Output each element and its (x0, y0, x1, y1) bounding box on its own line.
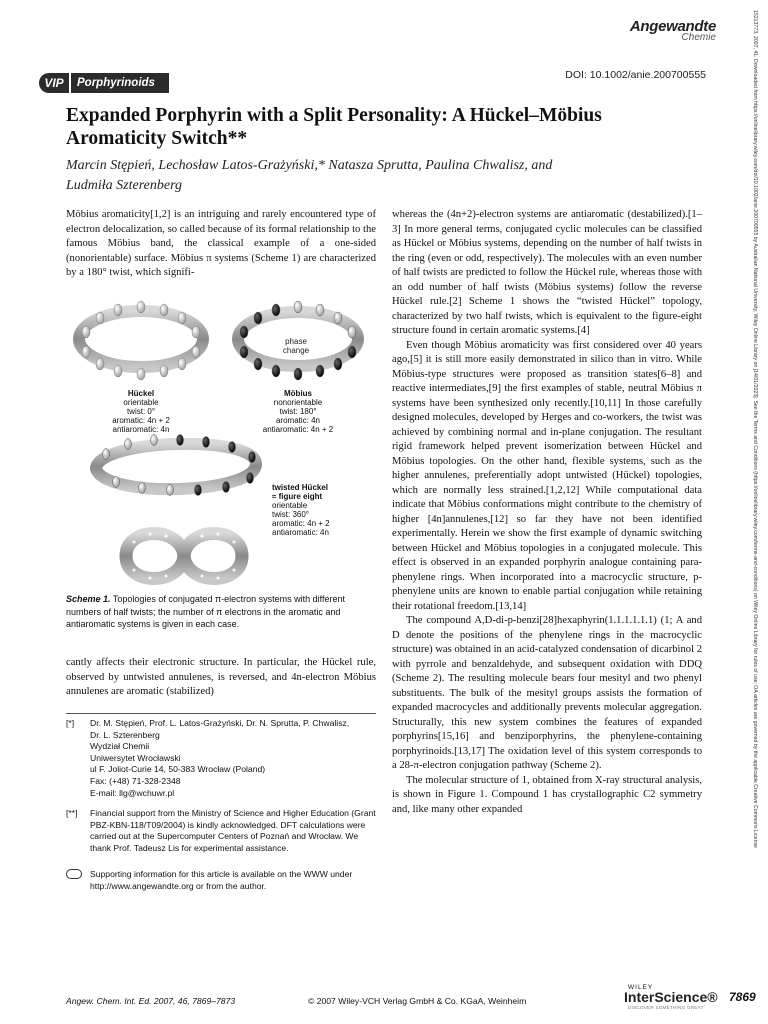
footnote-rule (66, 713, 376, 714)
vip-badge: VIP (39, 73, 69, 93)
right-paragraph-4: The molecular structure of 1, obtained from X-ray structural analysis, is shown in Figure 1. Compound 1 has crystallographic C2 symmetry and, like many other expanded (392, 774, 702, 815)
caption-label: Scheme 1. (66, 594, 111, 604)
wiley-interscience-logo: WILEY InterScience® DISCOVER SOMETHING GREAT (624, 984, 718, 1010)
section-label: Porphyrinoids (71, 73, 169, 93)
scheme-1-caption: Scheme 1. Topologies of conjugated π-electron systems with different numbers of half twists; the number of π electrons in the aromatic and antiaromatic systems is given in each case. (66, 594, 346, 629)
huckel-name: Hückel (127, 389, 155, 398)
mobius-antiaromatic: antiaromatic: 4n + 2 (262, 425, 334, 434)
figure-eight-ring (126, 533, 242, 580)
section-banner (39, 73, 169, 93)
journal-subname: Chemie (681, 32, 716, 43)
twisted-figure-eight: ≈ figure eight (272, 492, 323, 501)
left-continued-paragraph: cantly affects their electronic structure. In particular, the Hückel rule, observed by untwisted annulenes, is reversed, and 4n-electron Möbius annulenes are aromatic (stabilized) (66, 657, 376, 697)
supporting-info-icon (66, 869, 82, 879)
page-number: 7869 (729, 990, 756, 1004)
author-email[interactable]: E-mail: llg@wchuwr.pl (90, 787, 175, 798)
footnote-supporting-info: Supporting information for this article is available on the WWW under http://www.angewandte.org or from the author. (66, 869, 382, 895)
change-label: change (282, 346, 310, 355)
mobius-twist: twist: 180° (279, 407, 317, 416)
twisted-antiaromatic: antiaromatic: 4n (272, 528, 329, 537)
mobius-name: Möbius (284, 389, 312, 398)
twisted-twist: twist: 360° (272, 510, 309, 519)
huckel-ring (79, 301, 203, 380)
download-sidebar: 15213773, 2007, 41, Downloaded from https://onlinelibrary.wiley.com/doi/10.1002/anie.200700555 by Australian National University, Wiley Online Library on [14/01/2023]. See the Terms and Conditions (https://onlinelibrary.wiley.com/terms-and-conditions) on Wiley Online Library for rules of use; OA articles are governed by the applicable Creative Commons License (752, 10, 758, 848)
right-paragraph-1: whereas the (4n+2)-electron systems are antiaromatic (destabilized).[1–3] In more general terms, conjugated cyclic molecules can be classified as Hückel or Möbius systems, depending on the number of half twists in the ring (even or odd, respectively). The molecules with an even number of half twists are predicted to follow the Hückel rule, whereas those with an odd number of half twists (Möbius systems) follow the reverse Hückel rule.[2] Scheme 1 shows the “twisted Hückel” topology, characterized by two half twists, which is equivalent to the figure-eight structure found in certain aromatic systems.[4] (392, 209, 702, 336)
footnote-funding: [**] Financial support from the Ministry of Science and Higher Education (Grant PBZ-KBN-118/T09/2004) is kindly acknowledged. DFT calculations were carried out at the Supercomputer Centers of Poznań and Wrocław. We thank Prof. Tadeusz Lis for experimental assistance. (66, 808, 376, 853)
huckel-twist: twist: 0° (126, 407, 156, 416)
right-paragraph-3: The compound A,D-di-p-benzi[28]hexaphyrin(1.1.1.1.1.1) (1; A and D denote the positions of the phenylene rings in the macrocyclic structure) was obtained in an acid-catalyzed condensation of dicarbinol 2 with pyrrole and benzaldehyde, and subsequent oxidation with DDQ (Scheme 2). The resulting molecule bears four mesityl and two phenyl substituents. The bulk of the mesityl groups assists the formation of expanded macrocycles and additionally prevents molecular aggregation. Structurally, this new system combines the features of expanded porphyrins[15,16] and benziporphyrins, the phenylene-containing porphyrinoids.[13,17] The oxidation level of this system corresponds to a 28-π-electron conjugation pathway (Scheme 2). (392, 615, 702, 771)
huckel-aromatic: aromatic: 4n + 2 (112, 416, 170, 425)
author-list: Marcin Stępień, Lechosław Latos-Grażyński,* Natasza Sprutta, Paulina Chwalisz, and Ludmiła Szterenberg (66, 158, 553, 193)
huckel-antiaromatic: antiaromatic: 4n (112, 425, 170, 434)
twisted-aromatic: aromatic: 4n + 2 (272, 519, 330, 528)
article-title: Expanded Porphyrin with a Split Personality: A Hückel–Möbius Aromaticity Switch** (66, 105, 602, 149)
journal-name: Angewandte (629, 18, 716, 35)
journal-logo (630, 18, 716, 43)
doi[interactable]: DOI: 10.1002/anie.200700555 (565, 69, 706, 81)
copyright-footer: © 2007 Wiley-VCH Verlag GmbH & Co. KGaA, Weinheim (308, 996, 527, 1006)
topology-diagram (66, 294, 376, 589)
footnote-affiliation: [*] Dr. M. Stępień, Prof. L. Latos-Grażyński, Dr. N. Sprutta, P. Chwalisz, Dr. L. Szterenberg Wydział Chemii Uniwersytet Wrocławski ul F. Joliot-Curie 14, 50-383 Wrocław (Poland) Fax: (+48) 71-328-2348 E-mail: llg@wchuwr.pl (66, 718, 382, 804)
citation-footer: Angew. Chem. Int. Ed. 2007, 46, 7869–7873 (66, 996, 236, 1006)
huckel-orientable: orientable (123, 398, 159, 407)
mobius-nonorientable: nonorientable (273, 398, 323, 407)
scheme-1-figure (66, 294, 376, 589)
twisted-orientable: orientable (272, 501, 308, 510)
left-intro-paragraph: Möbius aromaticity[1,2] is an intriguing and rarely encountered type of electron delocalization, so called because of its formal relationship to the famous Möbius band, the classical example of a one-sided (nonorientable) surface. Möbius π systems (Scheme 1) are characterized by a 180° twist, which signifi- (66, 209, 376, 278)
phase-label: phase (285, 337, 307, 346)
right-column (392, 208, 702, 817)
mobius-aromatic: aromatic: 4n (275, 416, 321, 425)
right-paragraph-2: Even though Möbius aromaticity was first considered over 40 years ago,[5] it is still more easily demonstrated in silico than in vitro. While Möbius-type structures were proposed as transition states[6–8] and reactive intermediates,[9] the first examples of stable, neutral Möbius π systems have been synthesized only recently.[10,11] In those carefully designed molecules, developed by Herges and co-workers, the twist was achieved by combining normal and in-plane conjugation. The resultant rigid framework helped prevent isomerization between Hückel and Möbius topologies. On the other hand, flexible systems, such as the higher annulenes, preferentially adopt untwisted (Hückel) topologies, which are normally less strained.[1,2,12] While computational data indicate that Möbius conformations might contribute to the chemistry of higher [4n]annulenes,[12] so far they have not been identified experimentally. Herein we show the first example of dynamic switching between Hückel and Möbius topologies in a conjugated molecule. This effect is observed in an expanded porphyrin analogue containing para-phenylene rings. When incorporated into a macrocyclic structure, p-phenylene units are known to enable partial conjugation while retaining their rotational freedom.[13,14] (392, 339, 702, 612)
twisted-huckel-ring (96, 435, 256, 496)
twisted-name: twisted Hückel (272, 483, 329, 492)
